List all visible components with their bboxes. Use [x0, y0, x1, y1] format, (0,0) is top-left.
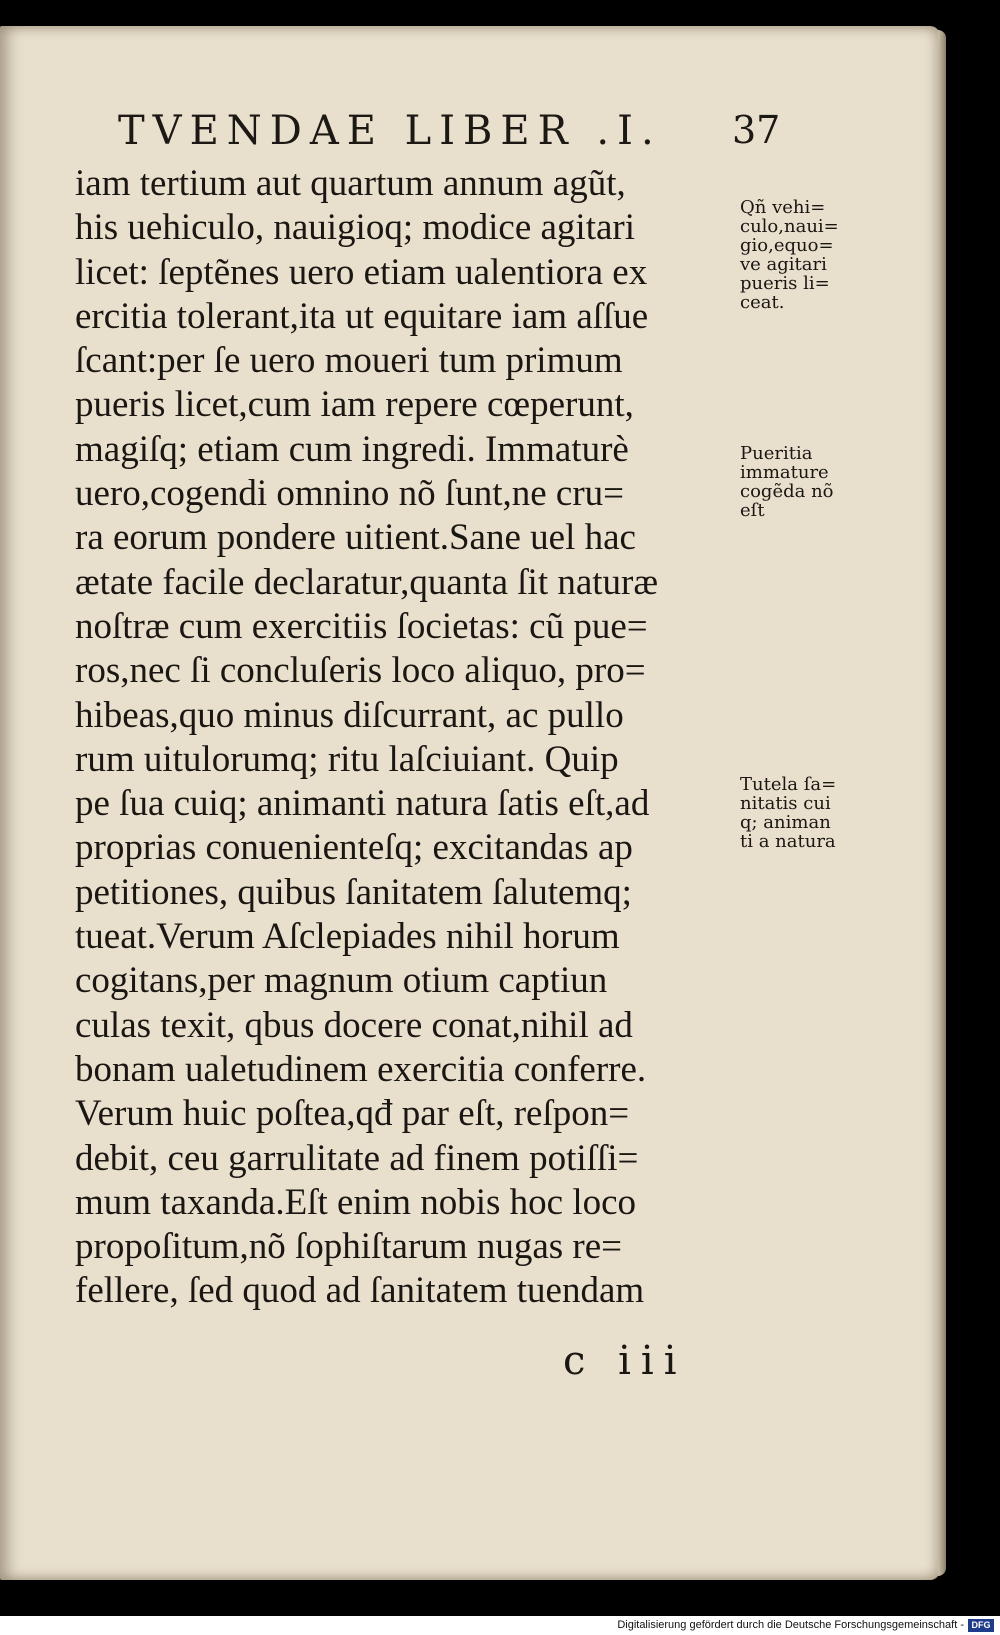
body-text: [75, 162, 725, 1314]
marginal-note-3: [740, 775, 870, 851]
note-line: ve agitari: [740, 254, 827, 275]
note-line: gio,equo=: [740, 235, 834, 256]
text-line: propoſitum,nõ ſophiſtarum nugas re=: [75, 1226, 623, 1268]
text-line: his uehiculo, nauigioq; modice agitari: [75, 207, 636, 249]
text-line: ra eorum pondere uitient.Sane uel hac: [75, 517, 636, 559]
note-line: immature: [740, 462, 829, 483]
text-line: uero,cogendi omnino nõ ſunt,ne cru=: [75, 473, 625, 515]
text-line: proprias conuenienteſq; excitandas ap: [75, 827, 633, 869]
note-line: Tutela ſa=: [740, 774, 837, 795]
note-line: eſt: [740, 500, 765, 521]
note-line: ti a natura: [740, 831, 836, 852]
page-edge: [938, 30, 946, 1576]
text-line: magiſq; etiam cum ingredi. Immaturè: [75, 428, 629, 470]
text-line: tueat.Verum Aſclepiades nihil horum: [75, 916, 620, 958]
marginal-note-1: [740, 198, 870, 312]
note-line: Qñ vehi=: [740, 197, 826, 218]
note-line: Pueritia: [740, 443, 813, 464]
text-line: iam tertium aut quartum annum agũt,: [75, 163, 626, 204]
note-line: pueris li=: [740, 273, 830, 294]
text-line: rum uitulorumq; ritu laſciuiant. Quip: [75, 738, 619, 780]
note-line: q; animan: [740, 812, 831, 833]
text-line: cogitans,per magnum otium captiun: [75, 960, 608, 1002]
text-line: ercitia tolerant,ita ut equitare iam aſſue: [75, 295, 649, 337]
note-line: culo,naui=: [740, 216, 839, 237]
text-line: debit, ceu garrulitate ad finem potiſſi=: [75, 1137, 639, 1179]
running-title: TVENDAE LIBER .I.: [118, 108, 662, 154]
dfg-logo[interactable]: DFG: [968, 1619, 994, 1632]
note-line: ceat.: [740, 292, 785, 313]
text-line: culas texit, qbus docere conat,nihil ad: [75, 1004, 633, 1046]
signature-mark: c iii: [563, 1338, 687, 1384]
text-line: mum taxanda.Eſt enim nobis hoc loco: [75, 1181, 637, 1223]
text-line: pe ſua cuiq; animanti natura ſatis eſt,ad: [75, 783, 650, 825]
text-line: hibeas,quo minus diſcurrant, ac pullo: [75, 694, 624, 736]
footer-credit: Digitalisierung gefördert durch die Deutsche Forschungsgemeinschaft -: [617, 1619, 964, 1631]
text-line: pueris licet,cum iam repere cœperunt,: [75, 384, 634, 426]
text-line: ros,nec ſi concluſeris loco aliquo, pro=: [75, 650, 646, 692]
running-header: [118, 108, 781, 158]
marginal-note-2: [740, 444, 870, 520]
text-line: noſtræ cum exercitiis ſocietas: cũ pue=: [75, 605, 648, 647]
page-number: 37: [732, 108, 781, 152]
note-line: nitatis cui: [740, 793, 831, 814]
text-line: bonam ualetudinem exercitia conferre.: [75, 1048, 647, 1090]
note-line: cogẽda nõ: [740, 481, 834, 502]
text-line: fellere, ſed quod ad ſanitatem tuendam: [75, 1270, 645, 1312]
text-line: licet: ſeptẽnes uero etiam ualentiora ex: [75, 251, 648, 293]
text-line: ſcant:per ſe uero moueri tum primum: [75, 340, 623, 382]
footer-bar: [0, 1616, 1000, 1635]
text-line: Verum huic poſtea,qđ par eſt, reſpon=: [75, 1093, 630, 1135]
text-line: ætate facile declaratur,quanta ſit naturæ: [75, 561, 659, 603]
text-line: petitiones, quibus ſanitatem ſalutemq;: [75, 871, 632, 913]
